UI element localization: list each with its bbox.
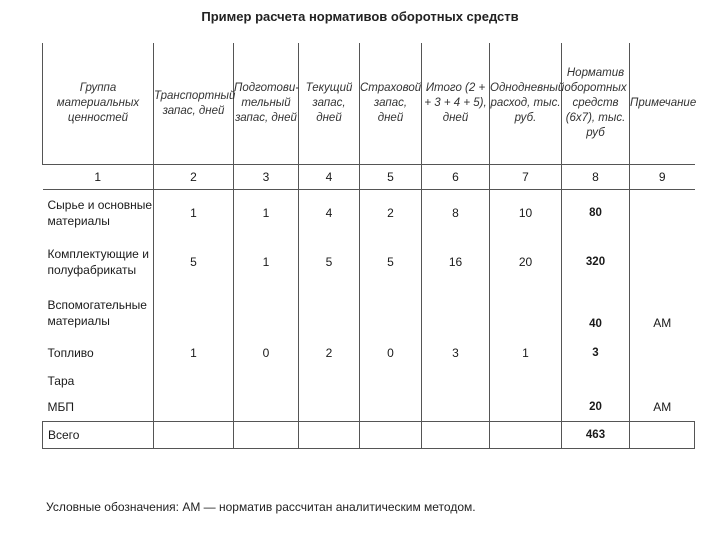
cell-value	[490, 394, 562, 422]
column-number: 1	[43, 165, 154, 190]
legend-note: Условные обозначения: АМ — норматив рассчитан аналитическим методом.	[46, 500, 476, 514]
cell-value	[154, 394, 234, 422]
table-row	[43, 368, 695, 394]
cell-value: 4	[299, 190, 360, 236]
column-number: 6	[422, 165, 490, 190]
norms-table	[42, 43, 695, 449]
cell-value	[299, 288, 360, 338]
row-name: МБП	[43, 394, 154, 422]
column-number: 5	[360, 165, 422, 190]
cell-value	[490, 288, 562, 338]
cell-value: 2	[299, 338, 360, 368]
cell-value	[234, 288, 299, 338]
header-row	[43, 43, 695, 165]
cell-value	[422, 368, 490, 394]
table-row	[43, 190, 695, 236]
cell-note	[630, 368, 695, 394]
cell-value: 8	[422, 190, 490, 236]
page-title: Пример расчета нормативов оборотных средств	[201, 9, 519, 24]
cell-value: 1	[234, 236, 299, 288]
row-name: Комплектующие и полуфабрикаты	[43, 236, 154, 288]
row-name: Тара	[43, 368, 154, 394]
column-number: 7	[490, 165, 562, 190]
cell-norm: 3	[562, 338, 630, 368]
column-number: 2	[154, 165, 234, 190]
cell-note	[630, 338, 695, 368]
header-group: Группа материальных ценностей	[43, 43, 154, 165]
header-safety: Страховой запас, дней	[360, 43, 422, 165]
row-name: Топливо	[43, 338, 154, 368]
cell-norm	[562, 368, 630, 394]
cell-value	[154, 288, 234, 338]
total-label: Всего	[43, 422, 154, 449]
cell-value	[360, 394, 422, 422]
cell-value: 0	[234, 338, 299, 368]
cell-value	[154, 368, 234, 394]
cell-value: 1	[490, 338, 562, 368]
cell-value	[422, 288, 490, 338]
cell-value	[360, 288, 422, 338]
column-number: 4	[299, 165, 360, 190]
cell-note: АМ	[653, 400, 672, 415]
cell-note	[630, 236, 695, 288]
table-row	[43, 236, 695, 288]
cell-value: 20	[490, 236, 562, 288]
cell-value: 5	[299, 236, 360, 288]
cell-value: 1	[154, 190, 234, 236]
column-number: 9	[630, 165, 695, 190]
table-row	[43, 394, 695, 422]
table-row	[43, 288, 695, 338]
total-row	[43, 422, 695, 449]
column-number-row	[43, 165, 695, 190]
cell-norm: 20	[562, 394, 630, 422]
header-note: Примечание	[630, 43, 695, 165]
column-number: 3	[234, 165, 299, 190]
cell-value: 1	[154, 338, 234, 368]
cell-note	[630, 190, 695, 236]
cell-value: 0	[360, 338, 422, 368]
header-daily-consumption: Однодневный расход, тыс. руб.	[490, 43, 562, 165]
header-current: Текущий запас, дней	[299, 43, 360, 165]
cell-value: 2	[360, 190, 422, 236]
cell-value: 5	[154, 236, 234, 288]
cell-value	[422, 394, 490, 422]
header-transport: Транспортный запас, дней	[154, 43, 234, 165]
cell-value	[299, 394, 360, 422]
cell-value	[490, 368, 562, 394]
cell-value: 5	[360, 236, 422, 288]
cell-value: 1	[234, 190, 299, 236]
cell-norm: 40	[562, 288, 630, 338]
column-number: 8	[562, 165, 630, 190]
cell-value	[360, 368, 422, 394]
cell-note: АМ	[653, 315, 672, 330]
cell-value: 16	[422, 236, 490, 288]
header-preparatory: Подготови-тельный запас, дней	[234, 43, 299, 165]
header-total-days: Итого (2 + + 3 + 4 + 5), дней	[422, 43, 490, 165]
cell-value: 10	[490, 190, 562, 236]
table-row	[43, 338, 695, 368]
cell-value: 3	[422, 338, 490, 368]
total-value: 463	[562, 422, 630, 449]
cell-norm: 320	[562, 236, 630, 288]
cell-value	[234, 394, 299, 422]
cell-value	[299, 368, 360, 394]
row-name: Сырье и основные материалы	[43, 190, 154, 236]
header-norm: Норматив оборотных средств (6x7), тыс. руб	[562, 43, 630, 165]
cell-norm: 80	[562, 190, 630, 236]
row-name: Вспомогательные материалы	[43, 288, 154, 338]
cell-value	[234, 368, 299, 394]
